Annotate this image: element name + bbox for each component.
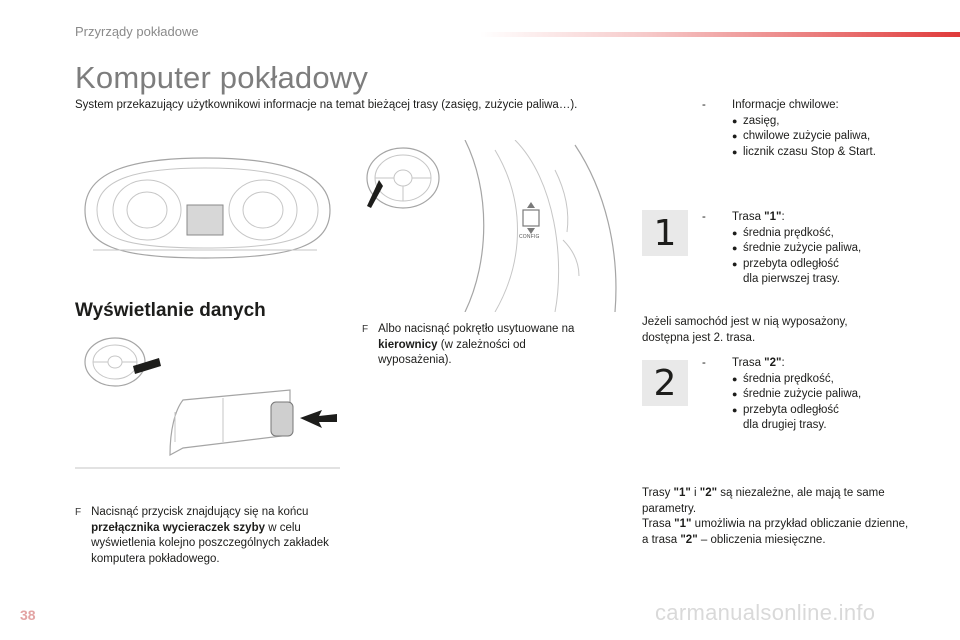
- trip2-item: ● przebyta odległość: [702, 403, 942, 419]
- info-item-text: licznik czasu Stop & Start.: [743, 145, 876, 158]
- trip2-heading-bold: "2": [764, 357, 782, 369]
- steering-wheel-detail-illustration: [455, 140, 625, 312]
- trip1-heading-a: Trasa: [732, 211, 765, 223]
- instruction-steering-bold: kierownicy: [378, 338, 438, 351]
- instruction-wiper-bold: przełącznika wycieraczek szyby: [91, 521, 265, 534]
- trips-note-line1: [642, 486, 912, 517]
- section-title: Przyrządy pokładowe: [75, 24, 199, 39]
- page-number: 38: [20, 607, 36, 623]
- info-item-text: chwilowe zużycie paliwa,: [743, 130, 871, 142]
- trip1-digit-box: 1: [642, 210, 688, 256]
- note-text: są niezależne, ale mają te same parametry.: [642, 487, 885, 515]
- trip2-block: [702, 356, 942, 434]
- section-subtitle: Wyświetlanie danych: [75, 300, 266, 321]
- trip1-item: ● średnia prędkość,: [702, 226, 942, 242]
- trip2-heading-b: :: [781, 357, 785, 369]
- info-item: ● licznik czasu Stop & Start.: [702, 145, 942, 161]
- trip1-item-text: przebyta odległość: [743, 257, 839, 270]
- config-label: CONFIG: [519, 234, 540, 240]
- trip2-item-text: średnia prędkość,: [743, 372, 834, 385]
- header-rule: [480, 32, 960, 37]
- instruction-steering: [362, 322, 602, 369]
- info-dash: -: [702, 99, 706, 111]
- trips-note: [642, 486, 912, 548]
- trip2-item-text: średnie zużycie paliwa,: [743, 388, 862, 400]
- note-bold: "2": [699, 487, 718, 499]
- trip2-item-continuation: dla drugiej trasy.: [743, 419, 827, 431]
- wiper-stalk-illustration: [75, 330, 340, 470]
- instruction-wiper-text: [91, 505, 339, 567]
- trip2-item-text: przebyta odległość: [743, 403, 839, 416]
- trip1-heading-b: :: [781, 211, 785, 223]
- page-title: Komputer pokładowy: [75, 60, 369, 95]
- trip1-item-text: średnie zużycie paliwa,: [743, 242, 862, 254]
- info-heading: Informacje chwilowe:: [732, 99, 839, 111]
- trip2-note: Jeżeli samochód jest w nią wyposażony, dostępna jest 2. trasa.: [642, 316, 848, 344]
- note-text: umożliwia na przykład obliczanie dzienne, a trasa: [642, 518, 909, 546]
- trip1-dash: -: [702, 211, 706, 223]
- intro-text: System przekazujący użytkownikowi informacje na temat bieżącej trasy (zasięg, zużycie paliwa…).: [75, 99, 578, 111]
- info-item-text: zasięg,: [743, 114, 780, 127]
- instruction-steering-text-b: (w zależności od wyposażenia).: [378, 338, 526, 366]
- info-block: [702, 98, 942, 160]
- instruction-marker: F: [362, 324, 369, 335]
- trip2-heading: [732, 356, 785, 372]
- trip2-heading-a: Trasa: [732, 357, 765, 369]
- instruction-marker: F: [75, 507, 82, 518]
- trip2-dash: -: [702, 357, 706, 369]
- instruction-steering-text-a: Albo nacisnąć pokrętło usytuowane na: [378, 323, 575, 335]
- note-bold: "1": [673, 487, 691, 499]
- trip1-item-continuation: dla pierwszej trasy.: [743, 273, 840, 285]
- trip1-item: ● przebyta odległość: [702, 257, 942, 273]
- trip2-item: ● średnie zużycie paliwa,: [702, 387, 942, 403]
- instruction-steering-text: [378, 322, 588, 369]
- note-bold: "2": [680, 533, 698, 546]
- note-text: Trasy: [642, 487, 674, 499]
- instruction-wiper-text-b: w celu wyświetlenia kolejno poszczególnych zakładek komputera pokładowego.: [91, 521, 329, 565]
- trip1-item: ● średnie zużycie paliwa,: [702, 241, 942, 257]
- note-text: – obliczenia miesięczne.: [697, 533, 826, 546]
- note-text: Trasa: [642, 518, 675, 530]
- trip1-heading-bold: "1": [764, 211, 782, 223]
- instruction-wiper-text-a: Nacisnąć przycisk znajdujący się na końcu: [91, 506, 309, 518]
- trips-note-line2: [642, 517, 912, 548]
- instruction-wiper: [75, 505, 350, 567]
- trip1-heading: [732, 210, 785, 226]
- trip2-digit-box: 2: [642, 360, 688, 406]
- instrument-cluster-illustration: [75, 150, 340, 265]
- trip2-item: ● średnia prędkość,: [702, 372, 942, 388]
- note-bold: "1": [674, 518, 692, 530]
- info-item: ● chwilowe zużycie paliwa,: [702, 129, 942, 145]
- trip1-item-text: średnia prędkość,: [743, 226, 834, 239]
- watermark: carmanualsonline.info: [655, 600, 876, 625]
- info-item: ● zasięg,: [702, 114, 942, 130]
- trip1-block: [702, 210, 942, 288]
- note-text: i: [690, 487, 700, 499]
- steering-wheel-illustration: [355, 138, 450, 223]
